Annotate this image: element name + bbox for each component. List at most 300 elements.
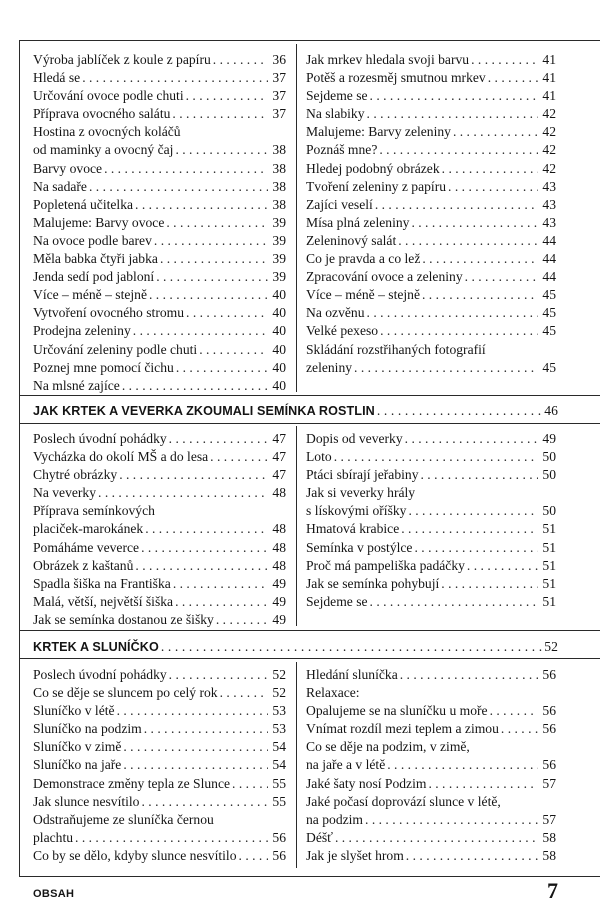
toc-entry[interactable]	[306, 811, 556, 829]
toc-entry-title: Velké pexeso	[306, 323, 379, 339]
toc-entry-title: Určování zeleniny podle chuti	[33, 341, 198, 357]
toc-entry-page: 40	[272, 323, 286, 339]
toc-entry-title: od maminky a ovocný čaj	[33, 142, 174, 158]
toc-entry-page: 56	[542, 703, 556, 719]
leader-dots	[175, 141, 268, 159]
toc-entry-page: 56	[542, 721, 556, 737]
toc-entry-title: Jaké šaty nosí Podzim	[306, 775, 427, 791]
toc-entry-title: Pomáháme veverce	[33, 539, 140, 555]
toc-column-right	[306, 51, 556, 377]
toc-entry-page: 43	[542, 196, 556, 212]
toc-entry[interactable]	[33, 304, 286, 322]
toc-entry-title: Malujeme: Barvy zeleniny	[306, 124, 451, 140]
toc-entry-title: Co se děje se sluncem po celý rok	[33, 685, 218, 701]
toc-entry[interactable]	[306, 250, 556, 268]
toc-entry-title: Jak mrkev hledala svoji barvu	[306, 52, 470, 67]
toc-entry[interactable]	[306, 720, 556, 738]
toc-column-left	[33, 666, 286, 865]
toc-entry[interactable]	[306, 430, 556, 448]
leader-dots	[428, 775, 538, 793]
leader-dots	[401, 520, 538, 538]
toc-entry-page: 44	[542, 269, 556, 285]
toc-entry[interactable]	[33, 793, 286, 811]
toc-entry-page: 41	[542, 52, 556, 67]
toc-entry[interactable]	[33, 141, 286, 159]
toc-entry-page: 41	[542, 88, 556, 104]
toc-entry[interactable]	[33, 484, 286, 502]
section-heading-page: 46	[544, 403, 558, 418]
leader-dots	[422, 250, 538, 268]
leader-dots	[161, 639, 542, 655]
leader-dots	[411, 214, 538, 232]
toc-entry[interactable]	[306, 448, 556, 466]
leader-dots	[213, 51, 268, 69]
toc-entry[interactable]	[33, 466, 286, 484]
toc-entry-page: 37	[272, 106, 286, 122]
section-heading-title: JAK KRTEK A VEVERKA ZKOUMALI SEMÍNKA ROSTLIN	[33, 404, 375, 418]
leader-dots	[220, 684, 268, 702]
toc-entry-page: 44	[542, 251, 556, 267]
toc-entry-title: Barvy ovoce	[33, 160, 103, 176]
leader-dots	[156, 268, 268, 286]
toc-entry-title: Měla babka čtyři jabka	[33, 251, 158, 267]
toc-entry-title: Loto	[306, 449, 332, 465]
section-heading[interactable]	[33, 403, 558, 419]
toc-entry-title: Zpracování ovoce a zeleniny	[306, 269, 463, 285]
leader-dots	[406, 847, 538, 865]
toc-entry-page: 51	[542, 575, 556, 591]
toc-entry[interactable]	[306, 793, 556, 811]
toc-entry-page: 38	[272, 142, 286, 158]
leader-dots	[405, 430, 538, 448]
leader-dots	[471, 51, 538, 69]
bottom-rule	[19, 876, 600, 877]
toc-entry-title: Odstraňujeme ze sluníčka černou	[33, 811, 214, 827]
toc-entry[interactable]	[33, 214, 286, 232]
toc-entry-page: 48	[272, 557, 286, 573]
toc-entry-title: Na veverky	[33, 485, 97, 501]
toc-entry-page: 39	[272, 251, 286, 267]
toc-entry-page: 40	[272, 377, 286, 393]
toc-entry[interactable]	[33, 377, 286, 395]
section-rule	[19, 423, 600, 424]
toc-entry[interactable]	[33, 341, 286, 359]
toc-entry[interactable]	[306, 214, 556, 232]
toc-entry-page: 51	[542, 593, 556, 609]
toc-entry[interactable]	[33, 105, 286, 123]
toc-entry[interactable]	[306, 756, 556, 774]
section-rule	[19, 395, 600, 396]
toc-entry-page: 48	[272, 521, 286, 537]
toc-entry-title: Co by se dělo, kdyby slunce nesvítilo	[33, 847, 237, 863]
toc-entry-title: Hledání sluníčka	[306, 667, 398, 682]
footer-label: OBSAH	[33, 888, 75, 900]
toc-entry[interactable]	[306, 341, 556, 359]
toc-entry[interactable]	[306, 69, 556, 87]
toc-entry-page: 40	[272, 359, 286, 375]
column-divider	[296, 662, 297, 868]
leader-dots	[232, 775, 268, 793]
leader-dots	[186, 304, 268, 322]
toc-entry-page: 49	[272, 611, 286, 627]
toc-entry[interactable]	[33, 702, 286, 720]
toc-entry-title: Hostina z ovocných koláčů	[33, 124, 181, 140]
toc-entry[interactable]	[33, 250, 286, 268]
toc-entry-title: Hledá se	[33, 70, 81, 86]
toc-entry-title: Popletená učitelka	[33, 196, 134, 212]
toc-entry-page: 48	[272, 485, 286, 501]
toc-entry-title: Malujeme: Barvy ovoce	[33, 214, 165, 230]
leader-dots	[119, 466, 268, 484]
toc-entry[interactable]	[306, 575, 556, 593]
toc-entry-page: 40	[272, 341, 286, 357]
toc-entry-page: 58	[542, 829, 556, 845]
toc-entry[interactable]	[306, 539, 556, 557]
toc-entry[interactable]	[33, 268, 286, 286]
toc-entry-title: Vytvoření ovocného stromu	[33, 305, 185, 321]
leader-dots	[141, 539, 268, 557]
toc-entry[interactable]	[33, 196, 286, 214]
leader-dots	[169, 430, 268, 448]
page-number: 7	[547, 878, 558, 903]
toc-entry-page: 51	[542, 557, 556, 573]
toc-entry-title: Co se děje na podzim, v zimě,	[306, 739, 470, 755]
toc-entry[interactable]	[33, 123, 286, 141]
toc-entry-page: 39	[272, 214, 286, 230]
toc-entry-page: 54	[272, 757, 286, 773]
leader-dots	[335, 829, 538, 847]
toc-entry[interactable]	[33, 775, 286, 793]
leader-dots	[141, 793, 268, 811]
leader-dots	[370, 87, 538, 105]
leader-dots	[414, 539, 538, 557]
toc-entry-page: 37	[272, 70, 286, 86]
toc-entry[interactable]	[306, 123, 556, 141]
toc-entry-title: Jak slunce nesvítilo	[33, 793, 140, 809]
toc-entry-title: Jak je slyšet hrom	[306, 847, 404, 863]
toc-entry-page: 47	[272, 467, 286, 483]
toc-entry-page: 57	[542, 775, 556, 791]
toc-entry[interactable]	[306, 286, 556, 304]
toc-entry-title: Na ovoce podle barev	[33, 232, 152, 248]
leader-dots	[375, 196, 538, 214]
toc-entry-title: Co je pravda a co lež	[306, 251, 421, 267]
toc-entry-title: Na sadaře	[33, 178, 87, 194]
toc-entry-title: Více – méně – stejně	[33, 287, 147, 303]
toc-entry-title: Déšť	[306, 829, 333, 845]
toc-entry[interactable]	[33, 286, 286, 304]
section-heading[interactable]	[33, 639, 558, 655]
toc-entry-title: Příprava semínkových	[33, 503, 155, 519]
leader-dots	[488, 69, 538, 87]
toc-entry-title: Jak se semínka pohybují	[306, 575, 440, 591]
toc-entry-page: 56	[272, 829, 286, 845]
toc-entry-title: Na ozvěnu	[306, 305, 365, 321]
toc-entry-title: Zeleninový salát	[306, 232, 397, 248]
leader-dots	[398, 232, 538, 250]
toc-entry-title: Obrázek z kaštanů	[33, 557, 134, 573]
toc-entry[interactable]	[306, 738, 556, 756]
top-rule	[19, 40, 600, 41]
leader-dots	[490, 702, 538, 720]
leader-dots	[421, 466, 539, 484]
toc-entry-page: 42	[542, 142, 556, 158]
toc-entry-title: na podzim	[306, 811, 364, 827]
toc-entry[interactable]	[33, 502, 286, 520]
toc-entry-title: Mísa plná zeleniny	[306, 214, 410, 230]
toc-entry-title: Na slabiky	[306, 106, 365, 122]
toc-entry[interactable]	[306, 484, 556, 502]
toc-entry-page: 45	[542, 305, 556, 321]
leader-dots	[199, 341, 268, 359]
toc-entry-title: Zajíci veselí	[306, 196, 373, 212]
toc-entry[interactable]	[33, 430, 286, 448]
toc-entry-title: Vycházka do okolí MŠ a do lesa	[33, 449, 209, 465]
toc-entry[interactable]	[306, 178, 556, 196]
toc-entry-title: Hledej podobný obrázek	[306, 160, 440, 176]
leader-dots	[400, 666, 538, 684]
toc-entry-page: 38	[272, 196, 286, 212]
leader-dots	[501, 720, 538, 738]
leader-dots	[104, 160, 268, 178]
toc-entry[interactable]	[33, 539, 286, 557]
toc-entry-title: Demonstrace změny tepla ze Slunce	[33, 775, 231, 791]
toc-entry-page: 56	[542, 757, 556, 773]
toc-entry-title: Ptáci sbírají jeřabiny	[306, 467, 419, 483]
toc-entry[interactable]	[306, 196, 556, 214]
toc-entry[interactable]	[306, 829, 556, 847]
toc-entry-page: 39	[272, 232, 286, 248]
toc-entry-page: 50	[542, 503, 556, 519]
toc-entry-title: Jak se semínka dostanou ze šišky	[33, 611, 214, 627]
toc-entry-page: 36	[272, 52, 286, 67]
leader-dots	[367, 105, 538, 123]
toc-entry-title: Jak si veverky hrály	[306, 485, 416, 501]
toc-entry-title: Jaké počasí doprovází slunce v létě,	[306, 793, 501, 809]
toc-entry[interactable]	[306, 268, 556, 286]
toc-entry-title: Tvoření zeleniny z papíru	[306, 178, 447, 194]
toc-entry[interactable]	[33, 666, 286, 684]
toc-entry-title: Relaxace:	[306, 685, 360, 701]
toc-entry[interactable]	[306, 160, 556, 178]
leader-dots	[465, 268, 538, 286]
toc-entry-page: 47	[272, 431, 286, 446]
toc-entry-title: Na mlsné zajíce	[33, 377, 120, 393]
leader-dots	[365, 811, 538, 829]
leader-dots	[334, 448, 538, 466]
toc-entry[interactable]	[306, 666, 556, 684]
leader-dots	[149, 286, 268, 304]
toc-entry-title: Sejdeme se	[306, 88, 368, 104]
toc-entry-page: 45	[542, 287, 556, 303]
toc-entry[interactable]	[33, 593, 286, 611]
leader-dots	[172, 105, 268, 123]
section-rule	[19, 630, 600, 631]
toc-entry[interactable]	[306, 105, 556, 123]
leader-dots	[166, 214, 268, 232]
toc-entry-page: 43	[542, 178, 556, 194]
toc-entry[interactable]	[33, 160, 286, 178]
toc-entry-title: Poslech úvodní pohádky	[33, 431, 167, 446]
toc-entry-page: 50	[542, 467, 556, 483]
toc-entry-title: Poznej mne pomocí čichu	[33, 359, 174, 375]
toc-entry[interactable]	[33, 69, 286, 87]
toc-entry[interactable]	[33, 520, 286, 538]
leader-dots	[467, 557, 538, 575]
toc-entry[interactable]	[306, 87, 556, 105]
toc-entry[interactable]	[306, 141, 556, 159]
toc-entry[interactable]	[33, 51, 286, 69]
toc-entry[interactable]	[33, 359, 286, 377]
leader-dots	[186, 87, 268, 105]
toc-entry[interactable]	[33, 611, 286, 629]
toc-entry-page: 55	[272, 793, 286, 809]
toc-entry[interactable]	[306, 557, 556, 575]
section-heading-title: KRTEK A SLUNÍČKO	[33, 640, 159, 654]
toc-entry-title: Sluníčko na jaře	[33, 757, 122, 773]
toc-entry[interactable]	[33, 720, 286, 738]
leader-dots	[123, 738, 268, 756]
toc-entry[interactable]	[33, 829, 286, 847]
toc-entry-title: Určování ovoce podle chuti	[33, 88, 184, 104]
leader-dots	[135, 557, 268, 575]
toc-entry-title: Více – méně – stejně	[306, 287, 420, 303]
toc-entry[interactable]	[33, 811, 286, 829]
leader-dots	[380, 322, 538, 340]
toc-entry[interactable]	[33, 557, 286, 575]
toc-entry-page: 49	[542, 431, 556, 446]
toc-entry-title: Semínka v postýlce	[306, 539, 413, 555]
toc-entry[interactable]	[33, 448, 286, 466]
toc-entry-title: Hmatová krabice	[306, 521, 400, 537]
toc-entry[interactable]	[306, 359, 556, 377]
toc-entry-page: 51	[542, 521, 556, 537]
toc-entry-page: 42	[542, 124, 556, 140]
leader-dots	[453, 123, 538, 141]
toc-entry[interactable]	[306, 466, 556, 484]
toc-entry-title: Sluníčko v zimě	[33, 739, 122, 755]
section-heading-page: 52	[544, 639, 558, 654]
leader-dots	[160, 250, 268, 268]
toc-entry[interactable]	[33, 738, 286, 756]
toc-entry-title: Opalujeme se na sluníčku u moře	[306, 703, 488, 719]
toc-entry[interactable]	[306, 702, 556, 720]
toc-entry-page: 48	[272, 539, 286, 555]
toc-entry[interactable]	[33, 232, 286, 250]
column-divider	[296, 44, 297, 392]
toc-entry[interactable]	[306, 502, 556, 520]
toc-entry[interactable]	[306, 51, 556, 69]
toc-entry[interactable]	[306, 520, 556, 538]
toc-entry[interactable]	[33, 575, 286, 593]
toc-entry-title: Malá, větší, největší šiška	[33, 593, 174, 609]
toc-entry-title: Poznáš mne?	[306, 142, 378, 158]
toc-entry-page: 52	[272, 667, 286, 682]
toc-entry-page: 42	[542, 160, 556, 176]
toc-entry-title: Proč má pampeliška padáčky	[306, 557, 465, 573]
toc-entry[interactable]	[306, 232, 556, 250]
toc-entry[interactable]	[33, 178, 286, 196]
leader-dots	[117, 702, 268, 720]
leader-dots	[135, 196, 268, 214]
leader-dots	[122, 377, 268, 395]
toc-entry[interactable]	[306, 775, 556, 793]
toc-entry-page: 42	[542, 106, 556, 122]
toc-entry-page: 49	[272, 575, 286, 591]
leader-dots	[89, 178, 268, 196]
leader-dots	[239, 847, 268, 865]
toc-column-right	[306, 430, 556, 611]
leader-dots	[176, 359, 268, 377]
toc-entry-page: 44	[542, 232, 556, 248]
toc-entry-page: 53	[272, 703, 286, 719]
toc-entry-title: Jenda sedí pod jabloní	[33, 269, 155, 285]
leader-dots	[408, 502, 538, 520]
toc-entry[interactable]	[306, 322, 556, 340]
toc-entry-title: Dopis od veverky	[306, 431, 403, 446]
toc-entry-page: 53	[272, 721, 286, 737]
toc-entry[interactable]	[306, 684, 556, 702]
toc-entry-title: na jaře a v létě	[306, 757, 386, 773]
toc-entry-page: 50	[542, 449, 556, 465]
toc-entry[interactable]	[33, 847, 286, 865]
toc-entry-title: Prodejna zeleniny	[33, 323, 131, 339]
toc-entry[interactable]	[306, 304, 556, 322]
toc-entry[interactable]	[33, 684, 286, 702]
toc-entry-page: 51	[542, 539, 556, 555]
toc-entry-page: 39	[272, 269, 286, 285]
toc-entry-title: Sluníčko v létě	[33, 703, 115, 719]
leader-dots	[379, 141, 538, 159]
leader-dots	[216, 611, 268, 629]
toc-entry-page: 55	[272, 775, 286, 791]
leader-dots	[82, 69, 268, 87]
toc-column-right	[306, 666, 556, 865]
toc-entry-page: 57	[542, 811, 556, 827]
toc-entry-title: placiček-marokánek	[33, 521, 144, 537]
toc-entry[interactable]	[306, 593, 556, 611]
toc-entry-title: Poslech úvodní pohádky	[33, 667, 167, 682]
toc-entry-page: 41	[542, 70, 556, 86]
section-rule	[19, 658, 600, 659]
toc-entry[interactable]	[33, 87, 286, 105]
toc-entry[interactable]	[306, 847, 556, 865]
leader-dots	[377, 403, 542, 419]
toc-entry-title: Sluníčko na podzim	[33, 721, 142, 737]
toc-entry[interactable]	[33, 322, 286, 340]
toc-entry-title: zeleniny	[306, 359, 353, 375]
toc-entry-title: Potěš a rozesměj smutnou mrkev	[306, 70, 486, 86]
leader-dots	[370, 593, 538, 611]
toc-entry-page: 58	[542, 847, 556, 863]
toc-entry-title: plachtu	[33, 829, 74, 845]
toc-column-left	[33, 51, 286, 395]
toc-entry-page: 40	[272, 287, 286, 303]
toc-entry-title: Sejdeme se	[306, 593, 368, 609]
toc-entry-page: 38	[272, 160, 286, 176]
leader-dots	[169, 666, 268, 684]
toc-entry[interactable]	[33, 756, 286, 774]
leader-dots	[448, 178, 538, 196]
toc-entry-page: 45	[542, 359, 556, 375]
toc-column-left	[33, 430, 286, 629]
toc-entry-title: Výroba jablíček z koule z papíru	[33, 52, 211, 67]
toc-entry-page: 38	[272, 178, 286, 194]
toc-entry-title: s lískovými oříšky	[306, 503, 407, 519]
leader-dots	[367, 304, 538, 322]
toc-entry-page: 37	[272, 88, 286, 104]
toc-entry-title: Spadla šiška na Františka	[33, 575, 171, 591]
